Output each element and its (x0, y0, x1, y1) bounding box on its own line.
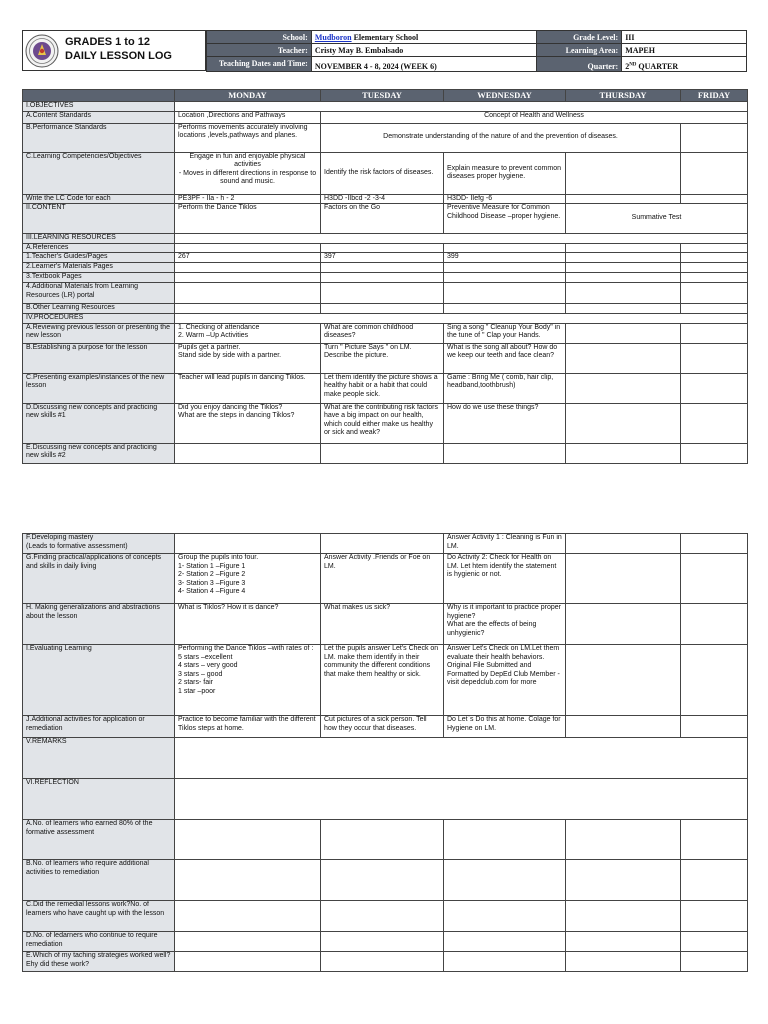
quarter-number: 2 (625, 62, 630, 71)
table-cell (681, 860, 748, 901)
table-cell (444, 243, 566, 253)
performance-standards-monday: Performs movements accurately involving locations ,levels,pathways and planes. (175, 123, 321, 152)
row-label-reflection-a: A.No. of learners who earned 80% of the formative assessment (23, 820, 175, 860)
table-cell (681, 304, 748, 314)
table-row (23, 779, 748, 820)
examples-monday: Teacher will lead pupils in dancing Tiklos. (175, 373, 321, 403)
deped-seal-icon (25, 34, 59, 68)
table-cell (321, 304, 444, 314)
row-label-discussing-2: E.Discussing new concepts and practicing new skills #2 (23, 443, 175, 463)
additional-activities-wednesday: Do Let`s Do this at home. Colage for Hygiene on LM. (444, 716, 566, 738)
table-cell (175, 263, 321, 273)
row-label-reviewing: A.Reviewing previous lesson or presenting the new lesson (23, 323, 175, 343)
table-cell (566, 304, 681, 314)
table-cell (566, 373, 681, 403)
table-cell (175, 952, 321, 972)
table-cell (175, 234, 748, 244)
table-row (23, 952, 748, 972)
table-cell (566, 716, 681, 738)
day-header-thursday: THURSDAY (566, 90, 681, 102)
content-tuesday: Factors on the Go (321, 204, 444, 234)
performance-standards-rest: Demonstrate understanding of the nature of and the prevention of diseases. (321, 123, 681, 152)
content-thursday: Summative Test (566, 204, 748, 234)
log-title-line1: GRADES 1 to 12 (65, 36, 150, 48)
day-header-wednesday: WEDNESDAY (444, 90, 566, 102)
table-row (23, 253, 748, 263)
table-cell (566, 263, 681, 273)
table-row (23, 111, 748, 123)
row-label-examples: C.Presenting examples/instances of the new lesson (23, 373, 175, 403)
table-cell (444, 304, 566, 314)
school-label: School: (207, 31, 312, 44)
evaluating-monday: Performing the Dance Tiklos –with rates of : 5 stars –excellent 4 stars – very good 3 stars – good 2 stars- fair 1 star –poor (175, 645, 321, 716)
table-cell (321, 820, 444, 860)
table-row (23, 194, 748, 204)
table-cell (321, 263, 444, 273)
row-label-reflection-e: E.Which of my taching strategies worked well?Ehy did these work? (23, 952, 175, 972)
table-cell (444, 901, 566, 932)
reviewing-wednesday: Sing a song " Cleanup Your Body" in the tune of " Clap your Hands. (444, 323, 566, 343)
table-row (23, 373, 748, 403)
table-cell (566, 443, 681, 463)
table-cell (566, 283, 681, 304)
table-row (23, 443, 748, 463)
table-cell (681, 820, 748, 860)
table-cell (175, 313, 748, 323)
lc-code-wednesday: H3DD- IIefg -6 (444, 194, 566, 204)
table-cell (321, 283, 444, 304)
row-label-purpose: B.Establishing a purpose for the lesson (23, 343, 175, 373)
learning-area-value: MAPEH (622, 44, 747, 57)
table-cell (444, 860, 566, 901)
practical-tuesday: Answer Activity .Friends or Foe on LM. (321, 554, 444, 604)
table-cell (444, 283, 566, 304)
table-cell (681, 253, 748, 263)
generalizations-monday: What is Tiklos? How it is dance? (175, 604, 321, 645)
table-cell (566, 343, 681, 373)
row-label-additional-activities: J.Additional activities for application or remediation (23, 716, 175, 738)
evaluating-tuesday: Let the pupils answer Let's Check on LM. make them identify in their community the different conditions that make them healthy or sick. (321, 645, 444, 716)
table-cell (566, 403, 681, 443)
table-cell (175, 304, 321, 314)
table-cell (444, 443, 566, 463)
remarks-cell (175, 738, 748, 779)
table-cell (175, 932, 321, 952)
table-cell (681, 283, 748, 304)
purpose-monday: Pupils get a partner. Stand side by side with a partner. (175, 343, 321, 373)
table-cell (175, 102, 748, 112)
table-cell (566, 604, 681, 645)
table-cell (566, 323, 681, 343)
row-label-content-standards: A.Content Standards (23, 111, 175, 123)
table-row (23, 204, 748, 234)
mastery-wednesday: Answer Activity 1 : Cleaning is Fun in LM. (444, 534, 566, 554)
grade-level-label: Grade Level: (537, 31, 622, 44)
practical-wednesday: Do Activity 2: Check for Health on LM. Let htem identify the statement is hygienic or not. (444, 554, 566, 604)
row-label-learners-materials: 2.Learner's Materials Pages (23, 263, 175, 273)
school-info-table (206, 30, 747, 72)
table-cell (566, 194, 681, 204)
row-label-textbook-pages: 3.Textbook Pages (23, 273, 175, 283)
quarter-word: QUARTER (636, 62, 679, 71)
table-cell (566, 932, 681, 952)
table-row (23, 273, 748, 283)
table-cell (681, 604, 748, 645)
row-label-evaluating: I.Evaluating Learning (23, 645, 175, 716)
table-row (23, 860, 748, 901)
lesson-table-part1 (22, 89, 748, 464)
table-row (23, 123, 748, 152)
table-cell (566, 243, 681, 253)
table-row (23, 243, 748, 253)
table-cell (681, 152, 748, 194)
quarter-value (622, 57, 747, 72)
table-cell (444, 932, 566, 952)
table-cell (681, 373, 748, 403)
school-name (311, 31, 537, 44)
table-cell (566, 152, 681, 194)
table-cell (321, 443, 444, 463)
blank-header-cell (23, 90, 175, 102)
evaluating-wednesday: Answer Let's Check on LM.Let them evaluate their health behaviors. Original File Submitted and Formatted by DepEd Club Member - visit depedclub.com for more (444, 645, 566, 716)
table-cell (681, 952, 748, 972)
table-cell (566, 952, 681, 972)
table-cell (175, 243, 321, 253)
table-row (23, 534, 748, 554)
table-cell (681, 554, 748, 604)
discussing-1-monday: Did you enjoy dancing the Tiklos? What are the steps in dancing Tiklos? (175, 403, 321, 443)
teacher-label: Teacher: (207, 44, 312, 57)
table-cell (681, 716, 748, 738)
teaching-dates-label: Teaching Dates and Time: (207, 57, 312, 72)
table-cell (321, 932, 444, 952)
table-row (23, 152, 748, 194)
generalizations-wednesday: Why is it important to practice proper hygiene? What are the effects of being unhygienic? (444, 604, 566, 645)
table-row (23, 102, 748, 112)
competencies-monday: Engage in fun and enjoyable physical activities - Moves in different directions in response to sound and music. (175, 152, 321, 194)
discussing-1-tuesday: What are the contributing risk factors have a big impact on our health, which could either make us healthy or sick and weak? (321, 403, 444, 443)
row-label-additional-materials: 4.Additional Materials from Learning Resources (LR) portal (23, 283, 175, 304)
row-label-practical-applications: G.Finding practical/applications of concepts and skills in daily living (23, 554, 175, 604)
row-label-procedures: IV.PROCEDURES (23, 313, 175, 323)
table-cell (681, 273, 748, 283)
content-standards-rest: Concept of Health and Wellness (321, 111, 748, 123)
practical-monday: Group the pupils into four. 1- Station 1 –Figure 1 2- Station 2 –Figure 2 3- Station 3 –Figure 3 4- Station 4 –Figure 4 (175, 554, 321, 604)
row-label-objectives: I.OBJECTIVES (23, 102, 175, 112)
table-row (23, 604, 748, 645)
row-label-performance-standards: B.Performance Standards (23, 123, 175, 152)
row-label-remarks: V.REMARKS (23, 738, 175, 779)
table-cell (681, 443, 748, 463)
table-cell (681, 645, 748, 716)
table-cell (321, 534, 444, 554)
table-row (23, 263, 748, 273)
table-cell (321, 901, 444, 932)
table-cell (681, 323, 748, 343)
teachers-guide-tuesday: 397 (321, 253, 444, 263)
learning-area-label: Learning Area: (537, 44, 622, 57)
reviewing-tuesday: What are common childhood diseases? (321, 323, 444, 343)
table-row (23, 901, 748, 932)
table-cell (175, 860, 321, 901)
table-cell (566, 860, 681, 901)
table-row (23, 313, 748, 323)
table-cell (175, 820, 321, 860)
row-label-discussing-1: D.Discussing new concepts and practicing new skills #1 (23, 403, 175, 443)
table-row (23, 343, 748, 373)
lesson-log-header (22, 30, 747, 71)
row-label-other-resources: B.Other Learning Resources (23, 304, 175, 314)
content-standards-monday: Location ,Directions and Pathways (175, 111, 321, 123)
teachers-guide-wednesday: 399 (444, 253, 566, 263)
purpose-tuesday: Turn " Picture Says " on LM. Describe the picture. (321, 343, 444, 373)
competencies-wednesday: Explain measure to prevent common diseases proper hygiene. (444, 152, 566, 194)
table-row (23, 716, 748, 738)
row-label-lc-code: Write the LC Code for each (23, 194, 175, 204)
log-title (65, 35, 172, 63)
lesson-table-part2 (22, 533, 748, 972)
table-cell (321, 273, 444, 283)
row-label-reflection-b: B.No. of learners who require additional activities to remediation (23, 860, 175, 901)
table-cell (681, 932, 748, 952)
competencies-tuesday: Identify the risk factors of diseases. (321, 152, 444, 194)
table-row (23, 304, 748, 314)
table-cell (175, 901, 321, 932)
table-cell (444, 273, 566, 283)
lc-code-monday: PE3PF - IIa - h - 2 (175, 194, 321, 204)
generalizations-tuesday: What makes us sick? (321, 604, 444, 645)
examples-tuesday: Let them identify the picture shows a healthy habit or a habit that could make people sick. (321, 373, 444, 403)
school-name-link[interactable]: Mudboron (314, 32, 352, 42)
table-row (23, 283, 748, 304)
teaching-dates-value: NOVEMBER 4 - 8, 2024 (WEEK 6) (311, 57, 537, 72)
days-header-row (23, 90, 748, 102)
table-cell (321, 243, 444, 253)
table-cell (175, 443, 321, 463)
table-cell (566, 820, 681, 860)
content-monday: Perform the Dance Tiklos (175, 204, 321, 234)
row-label-generalizations: H. Making generalizations and abstractions about the lesson (23, 604, 175, 645)
table-cell (175, 534, 321, 554)
table-row (23, 932, 748, 952)
quarter-label: Quarter: (537, 57, 622, 72)
table-cell (681, 263, 748, 273)
grade-level-value: III (622, 31, 747, 44)
row-label-reflection-c: C.Did the remedial lessons work?No. of learners who have caught up with the lesson (23, 901, 175, 932)
additional-activities-tuesday: Cut pictures of a sick person. Tell how they occur that diseases. (321, 716, 444, 738)
day-header-monday: MONDAY (175, 90, 321, 102)
table-cell (681, 123, 748, 152)
row-label-reflection: VI.REFLECTION (23, 779, 175, 820)
day-header-friday: FRIDAY (681, 90, 748, 102)
table-cell (444, 820, 566, 860)
table-cell (444, 263, 566, 273)
table-cell (566, 534, 681, 554)
row-label-references: A.References (23, 243, 175, 253)
reviewing-monday: 1. Checking of attendance 2. Warm –Up Activities (175, 323, 321, 343)
row-label-teachers-guides: 1.Teacher's Guides/Pages (23, 253, 175, 263)
examples-wednesday: Game : Bring Me ( comb, hair clip, headband,toothbrush) (444, 373, 566, 403)
purpose-wednesday: What is the song all about? How do we keep our teeth and face clean? (444, 343, 566, 373)
row-label-content: II.CONTENT (23, 204, 175, 234)
row-label-developing-mastery: F.Developing mastery (Leads to formative assessment) (23, 534, 175, 554)
table-row (23, 234, 748, 244)
day-header-tuesday: TUESDAY (321, 90, 444, 102)
lc-code-tuesday: H3DD -IIbcd -2 -3-4 (321, 194, 444, 204)
reflection-cell (175, 779, 748, 820)
table-cell (681, 194, 748, 204)
content-wednesday: Preventive Measure for Common Childhood Disease –proper hygiene. (444, 204, 566, 234)
table-row (23, 403, 748, 443)
table-row (23, 738, 748, 779)
table-row (23, 554, 748, 604)
teachers-guide-monday: 267 (175, 253, 321, 263)
additional-activities-monday: Practice to become familiar with the different Tiklos steps at home. (175, 716, 321, 738)
table-cell (566, 901, 681, 932)
row-label-learning-competencies: C.Learning Competencies/Objectives (23, 152, 175, 194)
table-row (23, 323, 748, 343)
table-cell (175, 273, 321, 283)
table-cell (566, 253, 681, 263)
log-title-line2: DAILY LESSON LOG (65, 50, 172, 62)
school-name-rest: Elementary School (351, 32, 419, 42)
table-cell (444, 952, 566, 972)
table-cell (681, 243, 748, 253)
table-row (23, 820, 748, 860)
discussing-1-wednesday: How do we use these things? (444, 403, 566, 443)
table-cell (321, 860, 444, 901)
table-cell (681, 534, 748, 554)
table-cell (566, 554, 681, 604)
table-cell (566, 645, 681, 716)
table-cell (321, 952, 444, 972)
teacher-name: Cristy May B. Embalsado (311, 44, 537, 57)
quarter-suffix: ND (629, 62, 637, 68)
row-label-learning-resources: III.LEARNING RESOURCES (23, 234, 175, 244)
table-cell (681, 403, 748, 443)
table-cell (681, 901, 748, 932)
title-box (22, 30, 206, 71)
table-cell (566, 273, 681, 283)
table-cell (175, 283, 321, 304)
row-label-reflection-d: D.No. of ledarners who continue to require remediation (23, 932, 175, 952)
table-cell (681, 343, 748, 373)
table-row (23, 645, 748, 716)
